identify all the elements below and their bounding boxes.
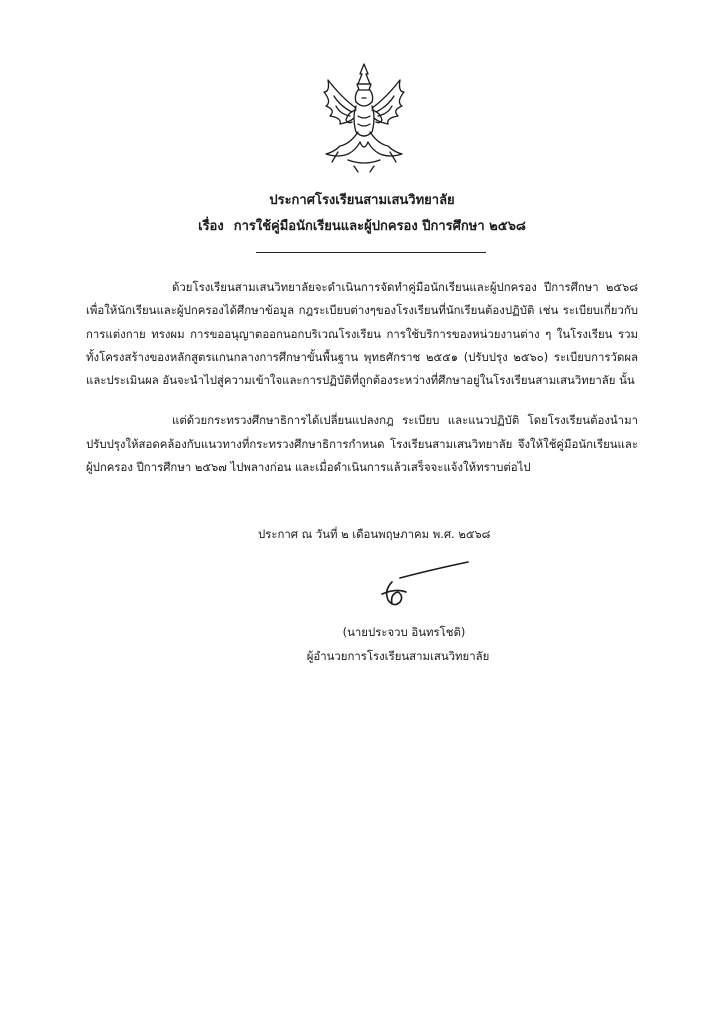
signature-image xyxy=(360,560,476,612)
announcement-body xyxy=(86,276,638,496)
body-paragraph-2: แต่ด้วยกระทรวงศึกษาธิการได้เปลี่ยนแปลงกฎ ระเบียบ และแนวปฏิบัติ โดยโรงเรียนต้องนำมาปรับปรุงให้สอดคล้องกับแนวทางที่กระทรวงศึกษาธิการกำหนด โรงเรียนสามเสนวิทยาลัย จึงให้ใช้คู่มือนักเรียนและผู้ปกครอง ปีการศึกษา ๒๕๖๗ ไปพลางก่อน และเมื่อดำเนินการแล้วเสร็จจะแจ้งให้ทราบต่อไป xyxy=(86,413,638,475)
announcement-subject xyxy=(150,214,574,240)
announcement-date: ประกาศ ณ วันที่ ๒ เดือนพฤษภาคม พ.ศ. ๒๕๖๘ xyxy=(258,527,491,541)
garuda-emblem-icon xyxy=(318,62,410,174)
signer-title: ผู้อำนวยการโรงเรียนสามเสนวิทยาลัย xyxy=(306,649,490,663)
announcement-heading xyxy=(150,188,574,240)
subject-text: การใช้คู่มือนักเรียนและผู้ปกครอง ปีการศึกษา ๒๕๖๘ xyxy=(233,219,526,234)
subject-label: เรื่อง xyxy=(198,219,224,234)
signer-name: (นายประจวบ อินทรโชติ) xyxy=(342,625,466,639)
announcement-title: ประกาศโรงเรียนสามเสนวิทยาลัย xyxy=(269,193,455,208)
body-paragraph-1: ด้วยโรงเรียนสามเสนวิทยาลัยจะดำเนินการจัดทำคู่มือนักเรียนและผู้ปกครอง ปีการศึกษา ๒๕๖๘ เพื่อให้นักเรียนและผู้ปกครองได้ศึกษาข้อมูล กฎระเบียบต่างๆของโรงเรียนที่นักเรียนต้องปฏิบัติ เช่น ระเบียบเกี่ยวกับการแต่งกาย ทรงผม การขออนุญาตออกนอกบริเวณโรงเรียน การใช้บริการของหน่วยงานต่าง ๆ ในโรงเรียน รวมทั้งโครงสร้างของหลักสูตรแกนกลางการศึกษาขั้นพื้นฐาน พุทธศักราช ๒๕๕๑ (ปรับปรุง ๒๕๖๐) ระเบียบการวัดผลและประเมินผล อันจะนำไปสู่ความเข้าใจและการปฏิบัติที่ถูกต้องระหว่างที่ศึกษาอยู่ในโรงเรียนสามเสนวิทยาลัย นั้น xyxy=(86,280,638,388)
signer-block xyxy=(298,620,498,668)
heading-divider xyxy=(256,252,486,253)
